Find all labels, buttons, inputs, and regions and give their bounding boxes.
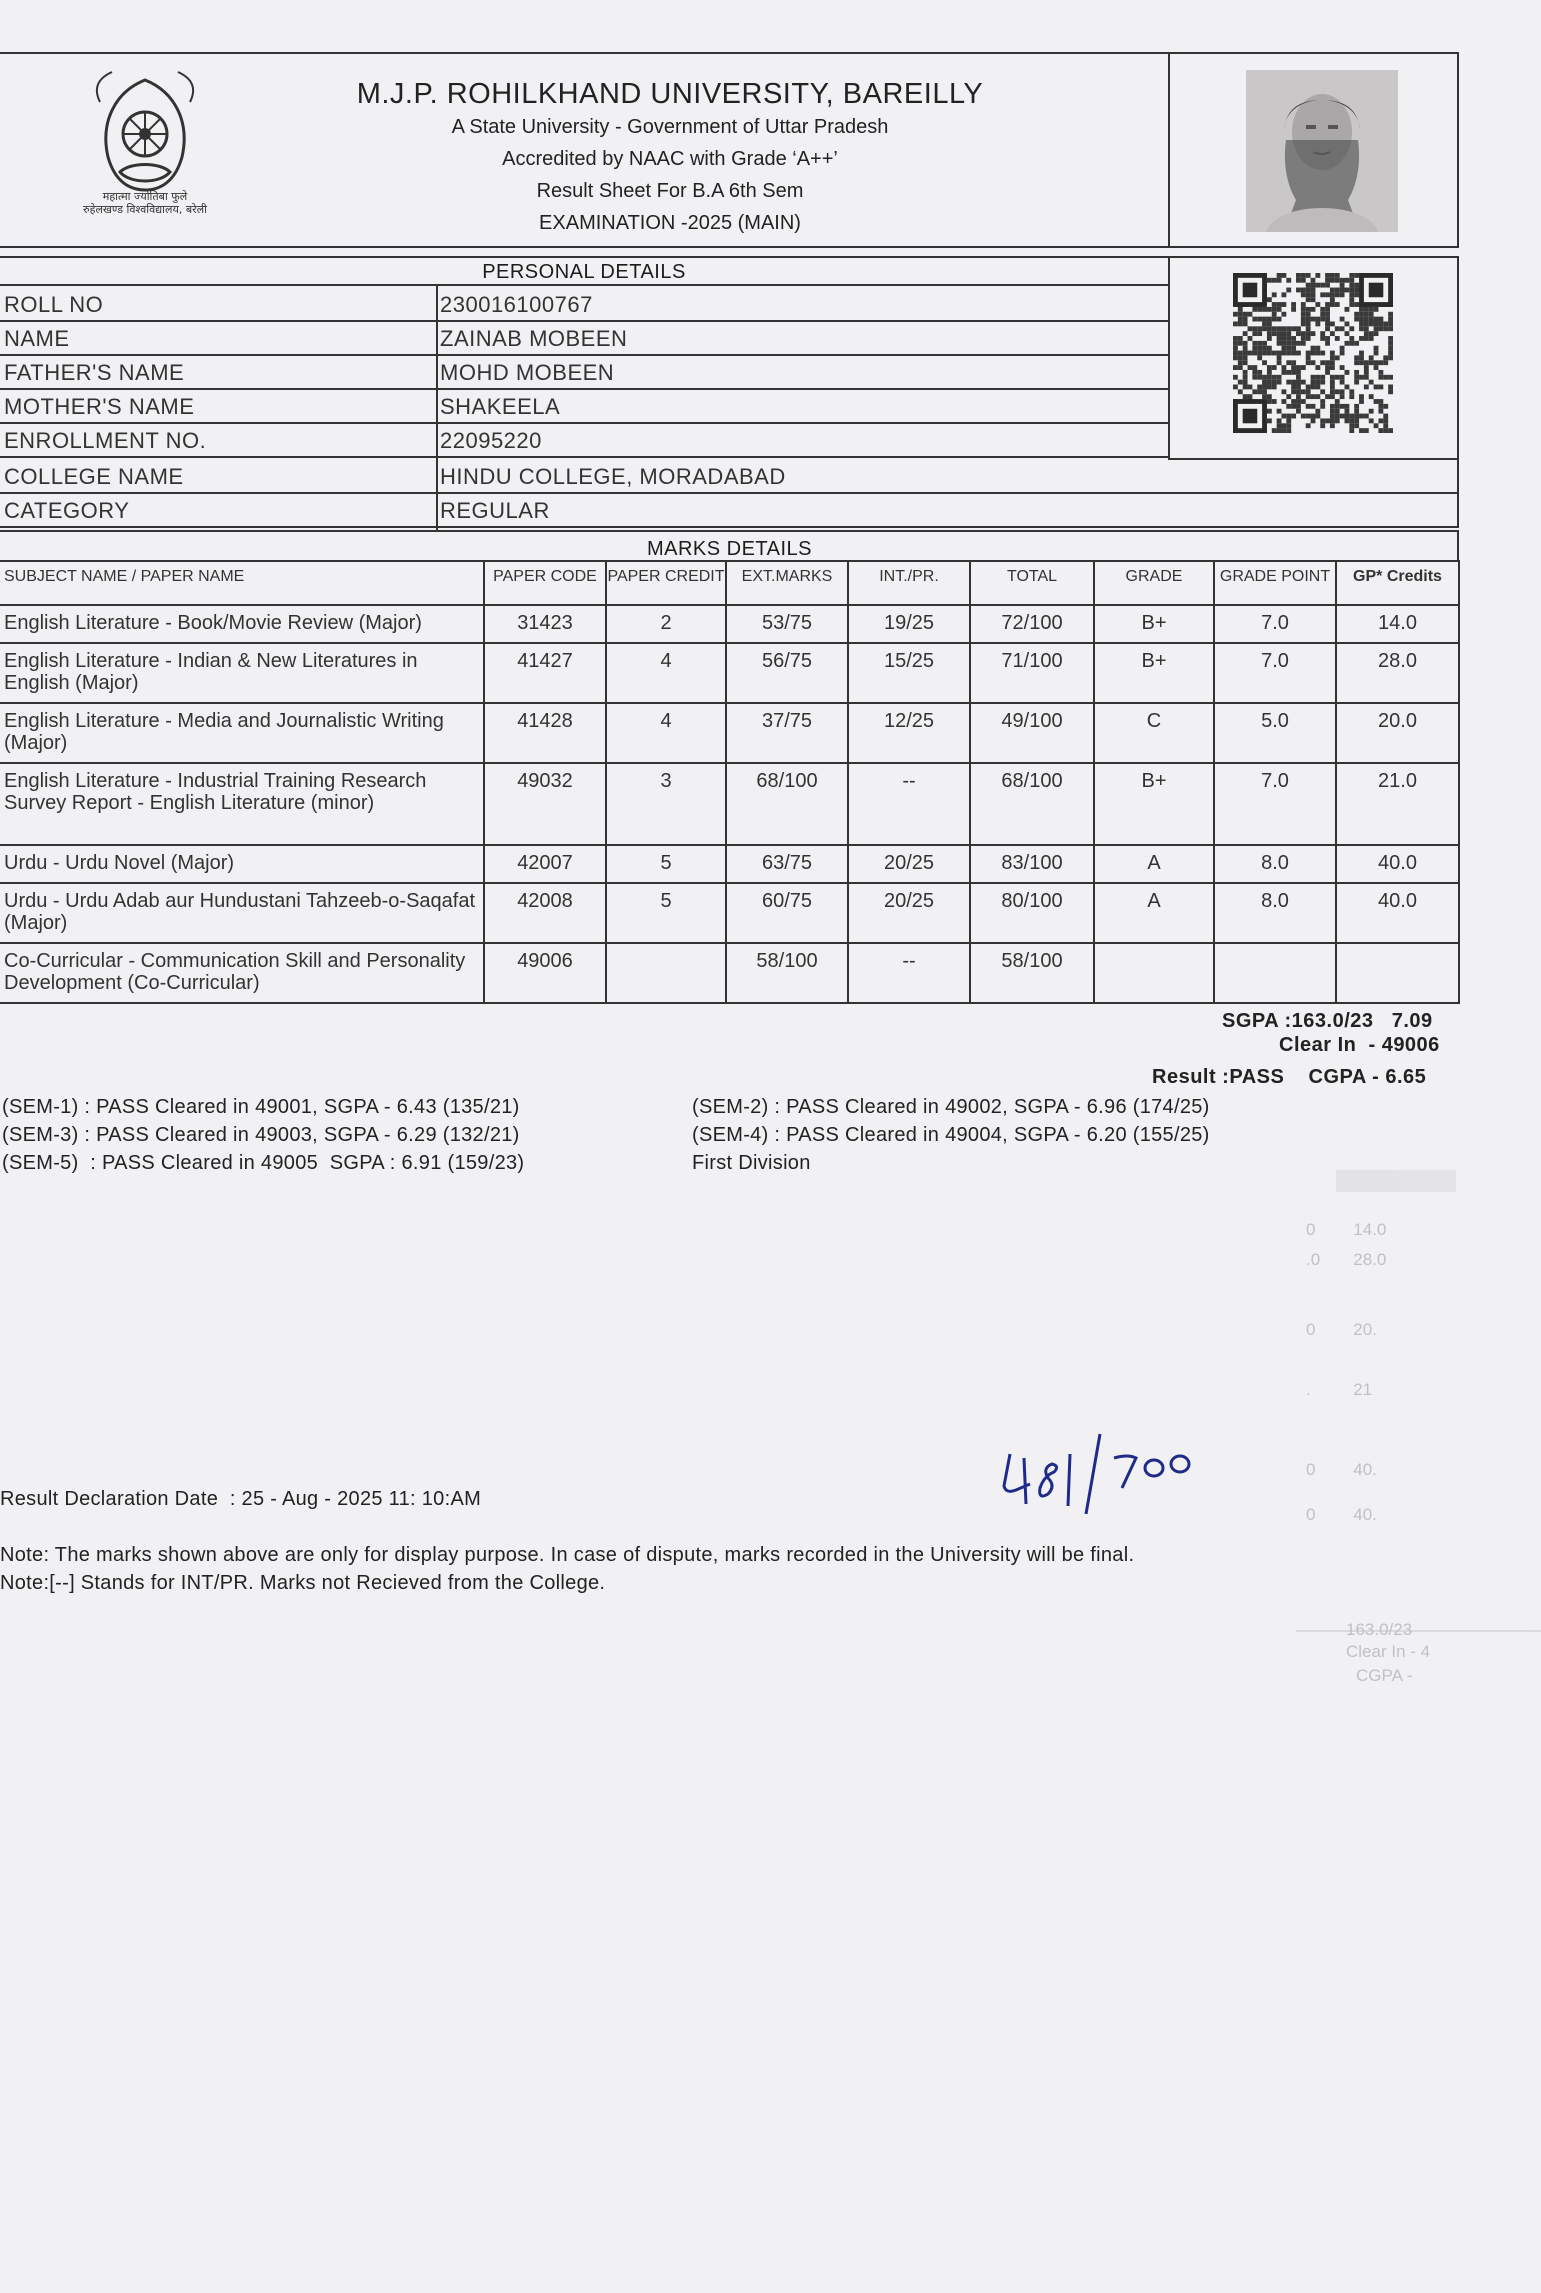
cell-grade-point: 7.0 (1214, 643, 1336, 703)
cell-ext-marks: 60/75 (726, 883, 848, 943)
cell-subject: English Literature - Book/Movie Review (Major) (0, 605, 484, 643)
col-paper-credit: PAPER CREDIT (606, 561, 726, 605)
cell-gp-credits: 20.0 (1336, 703, 1459, 763)
pd-label: NAME (4, 326, 70, 351)
col-grade-point: GRADE POINT (1214, 561, 1336, 605)
personal-details-heading: PERSONAL DETAILS (0, 256, 1168, 286)
sem-2-result: (SEM-2) : PASS Cleared in 49002, SGPA - 6.96 (174/25) (692, 1096, 1210, 1118)
pd-row-roll-no (0, 288, 1168, 322)
cell-gp-credits: 40.0 (1336, 883, 1459, 943)
col-gp-credits: GP* Credits (1336, 561, 1459, 605)
cell-subject: English Literature - Indian & New Literatures in English (Major) (0, 643, 484, 703)
cell-total: 72/100 (970, 605, 1094, 643)
marks-row (0, 703, 1459, 763)
pd-value: 22095220 (440, 428, 542, 453)
sem-3-result: (SEM-3) : PASS Cleared in 49003, SGPA - 6.29 (132/21) (2, 1124, 520, 1146)
cell-subject: English Literature - Media and Journalistic Writing (Major) (0, 703, 484, 763)
pd-label: ENROLLMENT NO. (4, 428, 207, 453)
col-total: TOTAL (970, 561, 1094, 605)
cell-gp-credits: 14.0 (1336, 605, 1459, 643)
cell-paper-code: 49006 (484, 943, 606, 1003)
pd-value: REGULAR (440, 498, 550, 523)
result-cgpa: Result :PASS CGPA - 6.65 (1152, 1066, 1427, 1088)
pd-value: ZAINAB MOBEEN (440, 326, 628, 351)
cell-paper-code: 31423 (484, 605, 606, 643)
marks-row (0, 845, 1459, 883)
cell-subject: Urdu - Urdu Adab aur Hundustani Tahzeeb-o-Saqafat (Major) (0, 883, 484, 943)
cell-paper-credit: 4 (606, 703, 726, 763)
marks-row (0, 883, 1459, 943)
cell-gp-credits: 40.0 (1336, 845, 1459, 883)
pd-label: FATHER'S NAME (4, 360, 185, 385)
logo-caption-line1: महात्मा ज्योतिबा फुले (102, 190, 188, 203)
cell-grade: B+ (1094, 763, 1214, 845)
cell-gp-credits (1336, 943, 1459, 1003)
cell-paper-code: 41428 (484, 703, 606, 763)
clear-in: Clear In - 49006 (1279, 1034, 1440, 1056)
pd-row-enrollment-no (0, 424, 1168, 458)
cell-paper-credit: 2 (606, 605, 726, 643)
cell-int-pr: -- (848, 763, 970, 845)
cell-grade-point: 7.0 (1214, 605, 1336, 643)
sgpa-summary: SGPA :163.0/23 7.09 (1222, 1010, 1433, 1032)
note-display-purpose: Note: The marks shown above are only for display purpose. In case of dispute, marks recorded in the University will be final. (0, 1544, 1135, 1566)
header-line-3: Result Sheet For B.A 6th Sem (536, 180, 804, 202)
cell-paper-code: 49032 (484, 763, 606, 845)
cell-subject: Co-Curricular - Communication Skill and Personality Development (Co-Curricular) (0, 943, 484, 1003)
cell-subject: English Literature - Industrial Training Research Survey Report - English Literature (minor) (0, 763, 484, 845)
marks-table (0, 560, 1460, 1004)
marks-row (0, 943, 1459, 1003)
cell-paper-credit: 5 (606, 883, 726, 943)
note-int-pr: Note:[--] Stands for INT/PR. Marks not Recieved from the College. (0, 1572, 606, 1594)
marks-row (0, 643, 1459, 703)
cell-ext-marks: 37/75 (726, 703, 848, 763)
student-photo (1246, 70, 1398, 232)
col-subject: SUBJECT NAME / PAPER NAME (0, 561, 484, 605)
cell-int-pr: 20/25 (848, 883, 970, 943)
pd-row-name (0, 322, 1168, 356)
university-title: M.J.P. ROHILKHAND UNIVERSITY, BAREILLY (356, 78, 984, 110)
cell-grade: B+ (1094, 605, 1214, 643)
cell-subject: Urdu - Urdu Novel (Major) (0, 845, 484, 883)
cell-grade-point: 7.0 (1214, 763, 1336, 845)
cell-ext-marks: 63/75 (726, 845, 848, 883)
reverse-side-bleed: 0 14.0 .0 28.0 0 20. . 21 0 40. 0 40. 163.0/23 Clear In - 4 CGPA - (1296, 1160, 1541, 1720)
cell-grade-point: 8.0 (1214, 883, 1336, 943)
cell-paper-credit: 5 (606, 845, 726, 883)
marks-header-row (0, 561, 1459, 605)
cell-gp-credits: 21.0 (1336, 763, 1459, 845)
pd-label: MOTHER'S NAME (4, 394, 195, 419)
cell-int-pr: 12/25 (848, 703, 970, 763)
pd-value: SHAKEELA (440, 394, 561, 419)
pd-row-mother-name (0, 390, 1168, 424)
pd-label: CATEGORY (4, 498, 130, 523)
cell-total: 58/100 (970, 943, 1094, 1003)
cell-ext-marks: 58/100 (726, 943, 848, 1003)
cell-grade: A (1094, 845, 1214, 883)
marks-row (0, 605, 1459, 643)
cell-grade-point: 8.0 (1214, 845, 1336, 883)
pd-label: ROLL NO (4, 292, 104, 317)
qr-code (1233, 273, 1393, 433)
result-declaration-date: Result Declaration Date : 25 - Aug - 2025 11: 10:AM (0, 1488, 482, 1510)
cell-ext-marks: 53/75 (726, 605, 848, 643)
cell-total: 49/100 (970, 703, 1094, 763)
cell-grade-point (1214, 943, 1336, 1003)
col-paper-code: PAPER CODE (484, 561, 606, 605)
pd-row-father-name (0, 356, 1168, 390)
sem-1-result: (SEM-1) : PASS Cleared in 49001, SGPA - 6.43 (135/21) (2, 1096, 520, 1118)
sem-5-result: (SEM-5) : PASS Cleared in 49005 SGPA : 6.91 (159/23) (2, 1152, 525, 1174)
marks-details-heading: MARKS DETAILS (0, 530, 1459, 563)
pd-value: HINDU COLLEGE, MORADABAD (440, 464, 786, 489)
cell-ext-marks: 56/75 (726, 643, 848, 703)
pd-value: MOHD MOBEEN (440, 360, 615, 385)
cell-grade: B+ (1094, 643, 1214, 703)
pd-value: 230016100767 (440, 292, 593, 317)
cell-int-pr: -- (848, 943, 970, 1003)
cell-ext-marks: 68/100 (726, 763, 848, 845)
pd-row-category (0, 494, 1459, 528)
logo-caption-line2: रुहेलखण्ड विश्वविद्यालय, बरेली (83, 203, 207, 216)
cell-total: 71/100 (970, 643, 1094, 703)
marks-row (0, 763, 1459, 845)
logo-caption (70, 190, 220, 216)
cell-gp-credits: 28.0 (1336, 643, 1459, 703)
cell-paper-code: 42007 (484, 845, 606, 883)
cell-int-pr: 15/25 (848, 643, 970, 703)
cell-grade-point: 5.0 (1214, 703, 1336, 763)
pd-row-college-name (0, 460, 1459, 494)
cell-paper-code: 41427 (484, 643, 606, 703)
pd-right-edge (1457, 460, 1459, 496)
cell-paper-credit: 3 (606, 763, 726, 845)
header-line-2: Accredited by NAAC with Grade ‘A++’ (502, 148, 838, 170)
cell-grade: A (1094, 883, 1214, 943)
cell-int-pr: 20/25 (848, 845, 970, 883)
header-line-4: EXAMINATION -2025 (MAIN) (539, 212, 801, 234)
cell-paper-code: 42008 (484, 883, 606, 943)
cell-paper-credit: 4 (606, 643, 726, 703)
handwritten-total (990, 1424, 1230, 1514)
cell-int-pr: 19/25 (848, 605, 970, 643)
cell-total: 80/100 (970, 883, 1094, 943)
pd-label: COLLEGE NAME (4, 464, 184, 489)
col-ext-marks: EXT.MARKS (726, 561, 848, 605)
cell-total: 68/100 (970, 763, 1094, 845)
col-grade: GRADE (1094, 561, 1214, 605)
col-int-pr: INT./PR. (848, 561, 970, 605)
sem-4-result: (SEM-4) : PASS Cleared in 49004, SGPA - 6.20 (155/25) (692, 1124, 1210, 1146)
cell-grade (1094, 943, 1214, 1003)
header-line-1: A State University - Government of Uttar Pradesh (451, 116, 889, 138)
division: First Division (692, 1152, 811, 1174)
cell-total: 83/100 (970, 845, 1094, 883)
marks-head-right-edge (1457, 530, 1459, 562)
cell-grade: C (1094, 703, 1214, 763)
cell-paper-credit (606, 943, 726, 1003)
